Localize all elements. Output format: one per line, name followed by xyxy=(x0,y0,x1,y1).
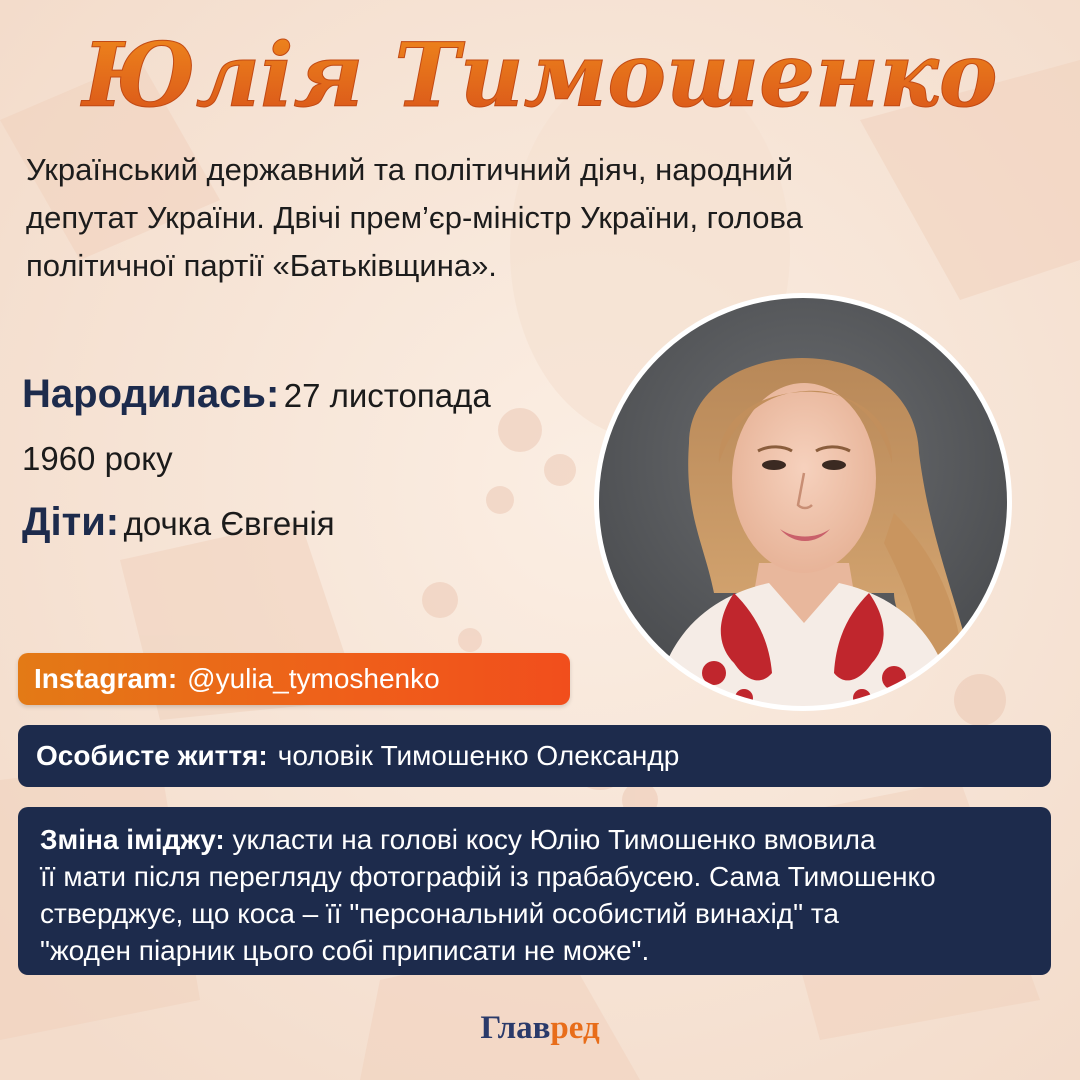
page-title xyxy=(0,18,1080,128)
image-change-line: укласти на голові косу Юлію Тимошенко вмовила xyxy=(232,824,876,855)
born-value-year: 1960 року xyxy=(22,440,173,477)
instagram-bar xyxy=(18,653,570,705)
intro-description xyxy=(26,146,1046,290)
image-change-line: її мати після перегляду фотографій із прабабусею. Сама Тимошенко xyxy=(40,861,936,892)
image-change-line: "жоден піарник цього собі приписати не може". xyxy=(40,935,650,966)
born-value: 27 листопада xyxy=(283,377,491,414)
personal-life-bar xyxy=(18,725,1051,787)
title-text: Юлія Тимошенко xyxy=(82,23,998,127)
image-change-label: Зміна іміджу: xyxy=(40,824,225,855)
intro-line: Український державний та політичний діяч, народний xyxy=(26,152,794,187)
portrait-photo xyxy=(594,293,1012,711)
born-label: Народилась: xyxy=(22,372,280,416)
intro-line: політичної партії «Батьківщина». xyxy=(26,248,497,283)
kids-fact xyxy=(22,500,622,545)
image-change-box xyxy=(18,807,1051,975)
personal-life-value: чоловік Тимошенко Олександр xyxy=(277,740,680,771)
personal-life-label: Особисте життя: xyxy=(36,740,268,771)
instagram-handle[interactable]: @yulia_tymoshenko xyxy=(187,663,440,694)
instagram-label: Instagram: xyxy=(34,663,178,694)
logo-part-2: ред xyxy=(550,1010,600,1046)
kids-value: дочка Євгенія xyxy=(123,505,335,542)
born-fact xyxy=(22,366,622,494)
glavred-logo xyxy=(440,1010,640,1060)
logo-part-1: Глав xyxy=(480,1010,551,1046)
image-change-line: стверджує, що коса – її "персональний особистий винахід" та xyxy=(40,898,839,929)
intro-line: депутат України. Двічі прем’єр-міністр України, голова xyxy=(26,200,803,235)
kids-label: Діти: xyxy=(22,500,120,544)
